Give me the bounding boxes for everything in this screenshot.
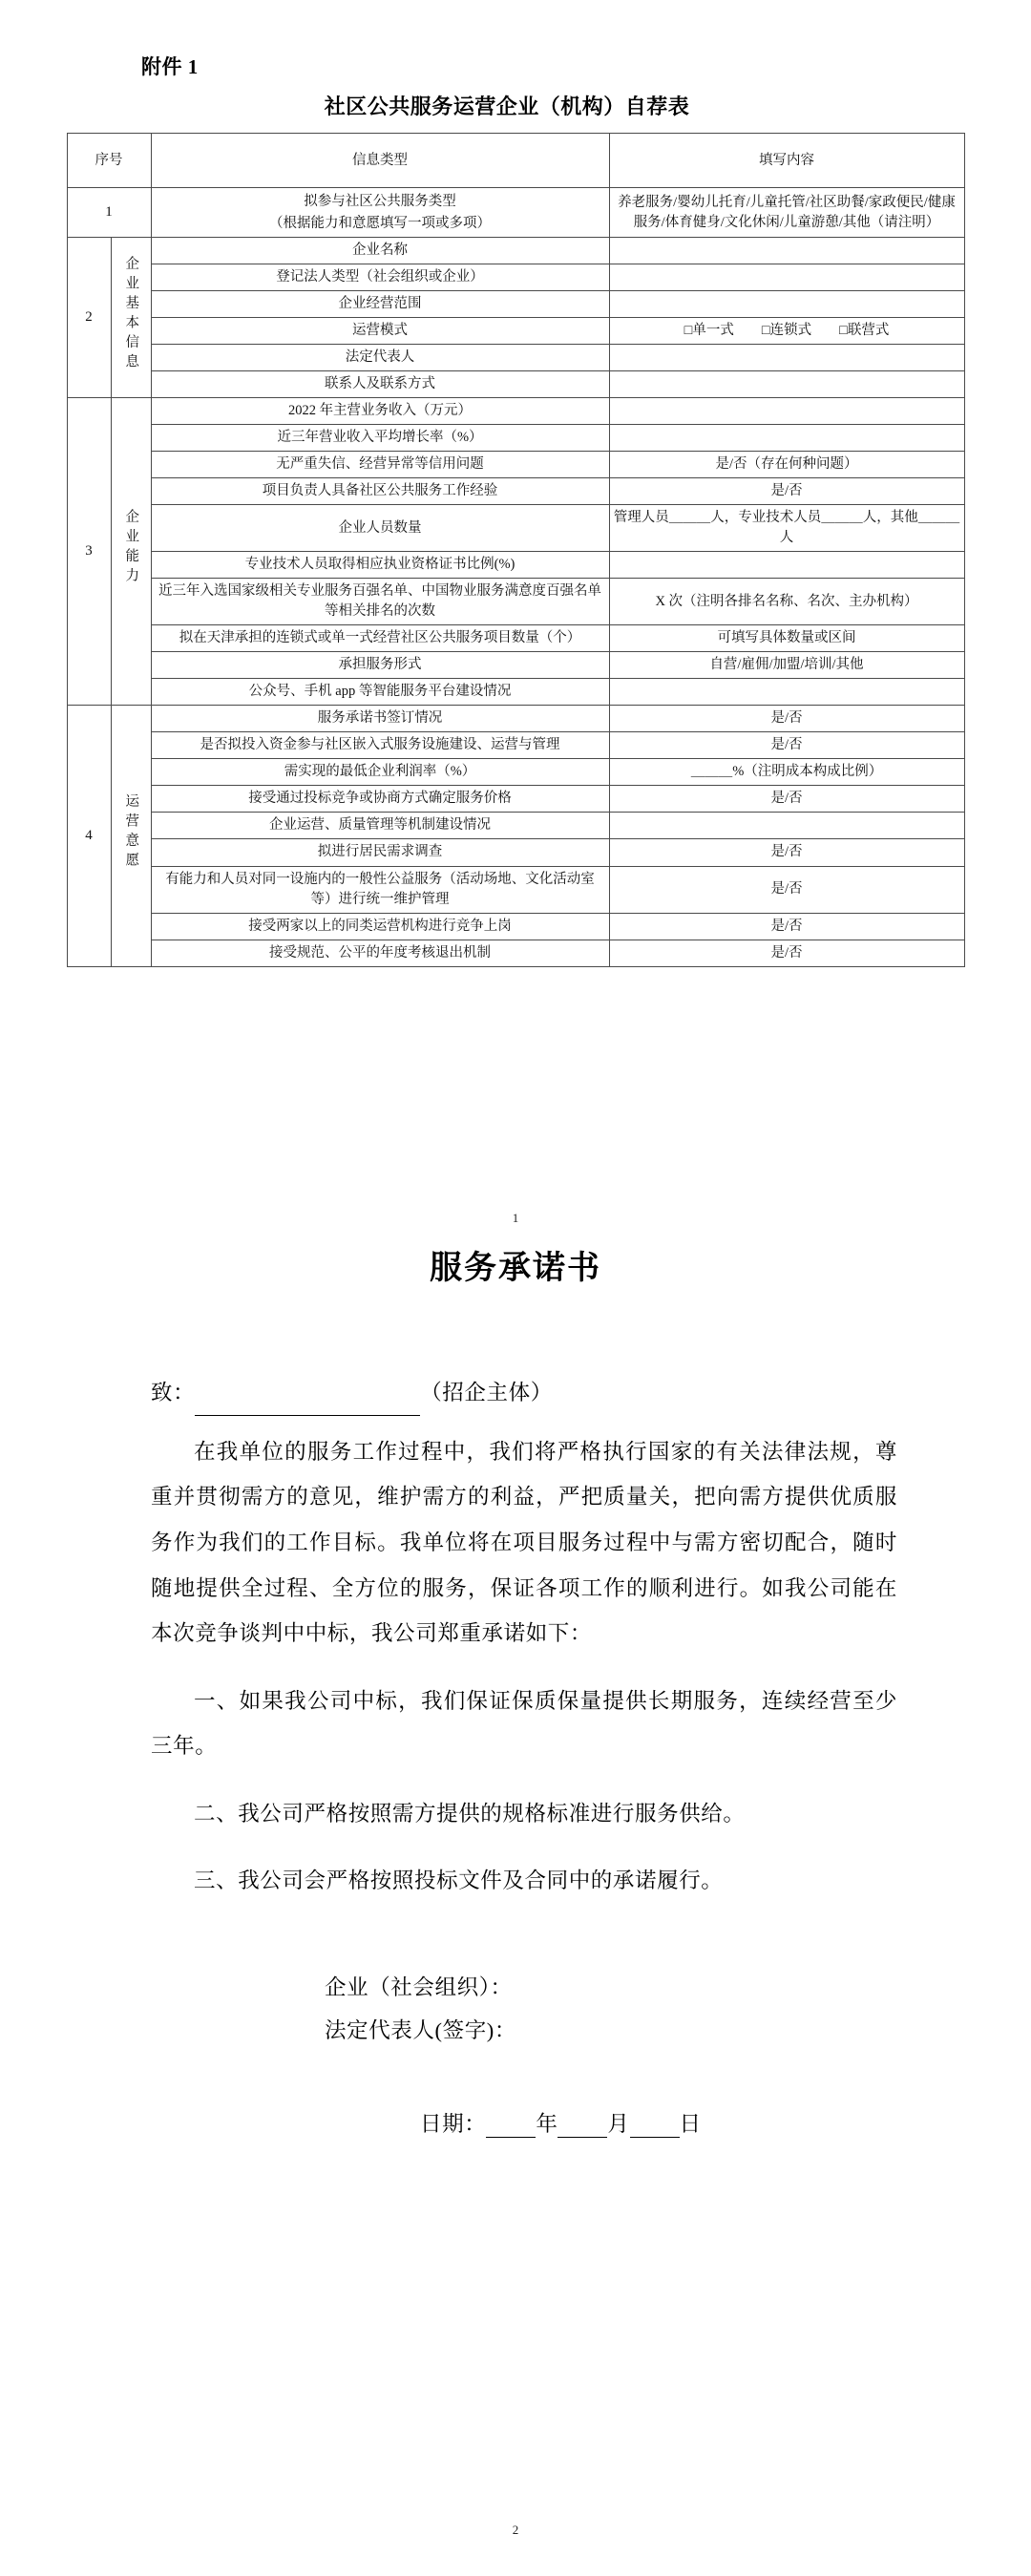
table-row <box>67 452 964 478</box>
row-item-label: 企业名称 <box>151 238 609 264</box>
row-item-label: 承担服务形式 <box>151 652 609 679</box>
row-item-value <box>609 552 964 579</box>
form-sheet <box>0 0 1031 967</box>
header-cell-info-type: 信息类型 <box>151 134 609 188</box>
row-item-value: 是/否 <box>609 786 964 813</box>
row-item-value: 是/否 <box>609 913 964 940</box>
table-row <box>67 652 964 679</box>
row-item-value <box>609 291 964 318</box>
header-cell-fill-content: 填写内容 <box>609 134 964 188</box>
row-item-label: 法定代表人 <box>151 345 609 371</box>
table-row <box>67 238 964 264</box>
signature-block <box>134 1966 897 2052</box>
date-label: 日期： <box>420 2112 487 2137</box>
row-item-value: 是/否 <box>609 839 964 866</box>
row-item-value <box>609 264 964 291</box>
row-group-label <box>111 706 151 966</box>
addressee-prefix: 致： <box>151 1381 196 1404</box>
row-item-label: 拟在天津承担的连锁式或单一式经营社区公共服务项目数量（个） <box>151 625 609 652</box>
row-item-label: 公众号、手机 app 等智能服务平台建设情况 <box>151 679 609 706</box>
letter-body <box>134 1370 897 1903</box>
form-title: 社区公共服务运营企业（机构）自荐表 <box>324 95 690 119</box>
row-group-label-text: 企业能力 <box>123 509 139 588</box>
header-cell-no: 序号 <box>67 134 151 188</box>
row-item-label: 近三年营业收入平均增长率（%） <box>151 425 609 452</box>
table-row <box>67 786 964 813</box>
row-item-value: 可填写具体数量或区间 <box>609 625 964 652</box>
row-item-label: 是否拟投入资金参与社区嵌入式服务设施建设、运营与管理 <box>151 732 609 759</box>
table-row <box>67 505 964 552</box>
row-item-label: 接受两家以上的同类运营机构进行竞争上岗 <box>151 913 609 940</box>
row-item-label: 无严重失信、经营异常等信用问题 <box>151 452 609 478</box>
attachment-label: 附件 1 <box>141 55 199 78</box>
row-item-value <box>609 371 964 398</box>
letter-title: 服务承诺书 <box>430 1251 601 1286</box>
page-number-bottom: 2 <box>512 2523 519 2537</box>
row-item-label: 需实现的最低企业利润率（%） <box>151 759 609 786</box>
row-item-label: 近三年入选国家级相关专业服务百强名单、中国物业服务满意度百强名单等相关排名的次数 <box>151 579 609 625</box>
row-group-label-text: 企业基本信息 <box>123 255 139 373</box>
addressee-blank[interactable] <box>195 1392 420 1416</box>
row-item-value <box>609 425 964 452</box>
row-item-value: 是/否（存在何种问题） <box>609 452 964 478</box>
self-recommendation-table <box>67 133 965 966</box>
table-row <box>67 398 964 425</box>
row-item-value: □单一式 □连锁式 □联营式 <box>609 318 964 345</box>
row-item-label: 企业经营范围 <box>151 291 609 318</box>
row-number: 1 <box>67 188 151 238</box>
table-row <box>67 579 964 625</box>
table-row <box>67 759 964 786</box>
row-item-value: 是/否 <box>609 732 964 759</box>
table-row <box>67 291 964 318</box>
table-row <box>67 913 964 940</box>
date-block <box>134 2107 897 2138</box>
letter-paragraph-2: 一、如果我公司中标，我们保证保质保量提供长期服务，连续经营至少三年。 <box>151 1688 897 1759</box>
row-item-label: 拟进行居民需求调查 <box>151 839 609 866</box>
row-item-label: 项目负责人具备社区公共服务工作经验 <box>151 478 609 505</box>
table-row <box>67 625 964 652</box>
row-item-value <box>609 398 964 425</box>
row-item-value: ＿＿＿%（注明成本构成比例） <box>609 759 964 786</box>
row-item-value: 自营/雇佣/加盟/培训/其他 <box>609 652 964 679</box>
row-item-value: X 次（注明各排名名称、名次、主办机构） <box>609 579 964 625</box>
date-day-unit: 日 <box>679 2112 702 2137</box>
row-item-label: 服务承诺书签订情况 <box>151 706 609 732</box>
row-group-label <box>111 238 151 398</box>
row-group-label-text: 运营意愿 <box>123 792 139 872</box>
legal-rep-signature-label: 法定代表人(签字)： <box>325 2018 516 2043</box>
table-row <box>67 940 964 966</box>
row-item-label: 接受规范、公平的年度考核退出机制 <box>151 940 609 966</box>
row-item-label: 企业人员数量 <box>151 505 609 552</box>
row-item-value <box>609 345 964 371</box>
row-item-value: 养老服务/婴幼儿托育/儿童托管/社区助餐/家政便民/健康服务/体育健身/文化休闲/儿童游憩/其他（请注明） <box>609 188 964 238</box>
date-year-blank[interactable] <box>486 2115 536 2139</box>
table-header-row <box>67 134 964 188</box>
row-item-value: 是/否 <box>609 478 964 505</box>
table-row <box>67 679 964 706</box>
table-row <box>67 552 964 579</box>
row-item-value: 是/否 <box>609 940 964 966</box>
row-item-label: 接受通过投标竞争或协商方式确定服务价格 <box>151 786 609 813</box>
row-item-label: 有能力和人员对同一设施内的一般性公益服务（活动场地、文化活动室等）进行统一维护管理 <box>151 866 609 913</box>
table-row <box>67 478 964 505</box>
row-item-label <box>151 188 609 238</box>
table-row <box>67 732 964 759</box>
row-number: 2 <box>67 238 111 398</box>
row-item-value: 是/否 <box>609 866 964 913</box>
page-number-top: 1 <box>512 1211 519 1225</box>
table-row <box>67 839 964 866</box>
row-item-value <box>609 813 964 839</box>
row-number: 3 <box>67 398 111 706</box>
row-item-value <box>609 679 964 706</box>
date-day-blank[interactable] <box>630 2115 680 2139</box>
company-signature-label: 企业（社会组织）： <box>325 1975 513 2000</box>
date-month-blank[interactable] <box>558 2115 607 2139</box>
row-item-label: 登记法人类型（社会组织或企业） <box>151 264 609 291</box>
row-group-label <box>111 398 151 706</box>
row-item-label-line1: 拟参与社区公共服务类型 <box>304 194 456 210</box>
letter-paragraph-3: 二、我公司严格按照需方提供的规格标准进行服务供给。 <box>194 1801 746 1826</box>
row-item-value: 管理人员＿＿＿人，专业技术人员＿＿＿人，其他＿＿＿人 <box>609 505 964 552</box>
row-item-label: 2022 年主营业务收入（万元） <box>151 398 609 425</box>
row-number: 4 <box>67 706 111 966</box>
table-row <box>67 264 964 291</box>
date-month-unit: 月 <box>607 2112 630 2137</box>
table-row <box>67 188 964 238</box>
row-item-label: 企业运营、质量管理等机制建设情况 <box>151 813 609 839</box>
table-row <box>67 425 964 452</box>
row-item-label-line2: （根据能力和意愿填写一项或多项） <box>269 215 491 231</box>
addressee-line <box>151 1370 897 1416</box>
row-item-value: 是/否 <box>609 706 964 732</box>
date-year-unit: 年 <box>536 2112 558 2137</box>
table-row <box>67 345 964 371</box>
row-item-label: 运营模式 <box>151 318 609 345</box>
row-item-value <box>609 238 964 264</box>
table-row <box>67 318 964 345</box>
table-row <box>67 866 964 913</box>
letter-paragraph-1: 在我单位的服务工作过程中，我们将严格执行国家的有关法律法规，尊重并贯彻需方的意见，维护需方的利益，严把质量关，把向需方提供优质服务作为我们的工作目标。我单位将在项目服务过程中与需方密切配合，随时随地提供全过程、全方位的服务，保证各项工作的顺利进行。如我公司能在本次竞争谈判中中标，我公司郑重承诺如下： <box>151 1439 897 1646</box>
row-item-label: 联系人及联系方式 <box>151 371 609 398</box>
table-row <box>67 706 964 732</box>
addressee-suffix: （招企主体） <box>420 1381 553 1404</box>
row-item-label: 专业技术人员取得相应执业资格证书比例(%) <box>151 552 609 579</box>
commitment-letter-sheet <box>0 1211 1031 2138</box>
table-row <box>67 813 964 839</box>
letter-paragraph-4: 三、我公司会严格按照投标文件及合同中的承诺履行。 <box>194 1868 724 1892</box>
table-row <box>67 371 964 398</box>
